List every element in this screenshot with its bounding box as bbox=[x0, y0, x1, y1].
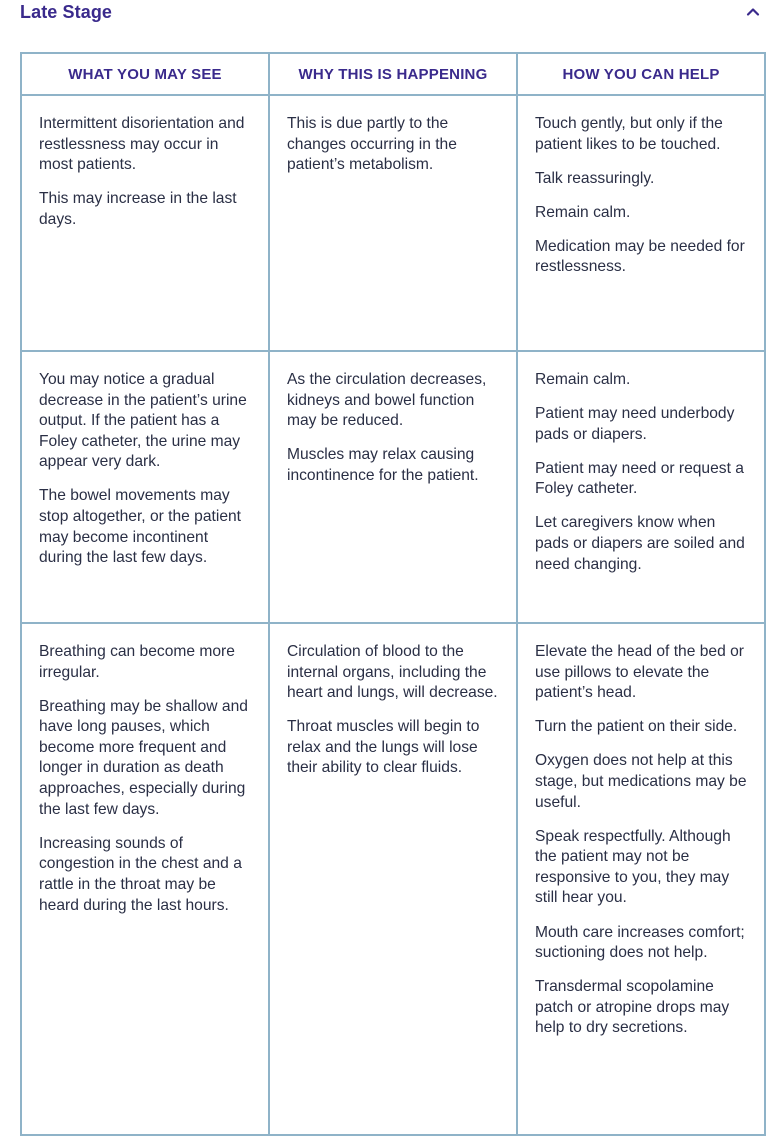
late-stage-table bbox=[20, 52, 766, 1136]
cell-paragraph: Turn the patient on their side. bbox=[535, 718, 738, 736]
cell-paragraph: Muscles may relax causing incontinence for the patient. bbox=[287, 446, 479, 484]
table-row bbox=[21, 95, 765, 351]
cell-what-you-may-see bbox=[21, 623, 269, 1135]
cell-how-you-can-help bbox=[517, 95, 765, 351]
cell-paragraph: Increasing sounds of congestion in the chest and a rattle in the throat may be heard during the last hours. bbox=[39, 834, 242, 914]
section-title: Late Stage bbox=[20, 1, 113, 22]
chevron-up-icon[interactable] bbox=[742, 1, 764, 23]
cell-paragraph: Transdermal scopolamine patch or atropine drops may help to dry secretions. bbox=[535, 978, 730, 1037]
cell-paragraph: Throat muscles will begin to relax and the lungs will lose their ability to clear fluids. bbox=[287, 718, 480, 777]
cell-paragraph: Patient may need underbody pads or diapers. bbox=[535, 405, 735, 443]
header-how-you-can-help: HOW YOU CAN HELP bbox=[517, 53, 765, 95]
cell-paragraph: Remain calm. bbox=[535, 371, 631, 388]
cell-paragraph: As the circulation decreases, kidneys and bowel function may be reduced. bbox=[287, 371, 487, 430]
cell-paragraph: Breathing can become more irregular. bbox=[39, 643, 235, 681]
cell-paragraph: You may notice a gradual decrease in the patient’s urine output. If the patient has a Foley catheter, the urine may appear very dark. bbox=[39, 371, 247, 471]
section-header[interactable] bbox=[20, 0, 768, 24]
cell-paragraph: Remain calm. bbox=[535, 203, 631, 221]
table-row bbox=[21, 351, 765, 623]
table-row bbox=[21, 623, 765, 1135]
cell-paragraph: Let caregivers know when pads or diapers are soiled and need changing. bbox=[535, 514, 745, 573]
cell-why-this-is-happening bbox=[269, 95, 517, 351]
table-header-row bbox=[21, 53, 765, 95]
cell-paragraph: Speak respectfully. Although the patient may not be responsive to you, they may still hear you. bbox=[535, 827, 731, 907]
cell-what-you-may-see bbox=[21, 351, 269, 623]
header-what-you-may-see: WHAT YOU MAY SEE bbox=[21, 53, 269, 95]
cell-paragraph: Talk reassuringly. bbox=[535, 169, 655, 187]
cell-paragraph: Mouth care increases comfort; suctioning does not help. bbox=[535, 923, 745, 962]
header-why-this-is-happening: WHY THIS IS HAPPENING bbox=[269, 53, 517, 95]
cell-paragraph: Elevate the head of the bed or use pillows to elevate the patient’s head. bbox=[535, 643, 744, 702]
cell-paragraph: Circulation of blood to the internal organs, including the heart and lungs, will decrease. bbox=[287, 643, 498, 702]
cell-paragraph: Oxygen does not help at this stage, but medications may be useful. bbox=[535, 752, 747, 811]
cell-paragraph: Touch gently, but only if the patient likes to be touched. bbox=[535, 115, 723, 153]
cell-how-you-can-help bbox=[517, 351, 765, 623]
cell-what-you-may-see bbox=[21, 95, 269, 351]
cell-paragraph: This may increase in the last days. bbox=[39, 190, 237, 228]
cell-paragraph: This is due partly to the changes occurring in the patient’s metabolism. bbox=[287, 115, 457, 174]
cell-paragraph: Breathing may be shallow and have long pauses, which become more frequent and longer in duration as death approaches, especially during the last few days. bbox=[39, 697, 248, 818]
cell-paragraph: Intermittent disorientation and restlessness may occur in most patients. bbox=[39, 115, 245, 174]
cell-how-you-can-help bbox=[517, 623, 765, 1135]
cell-paragraph: The bowel movements may stop altogether, or the patient may become incontinent during the last few days. bbox=[39, 487, 241, 567]
cell-paragraph: Patient may need or request a Foley catheter. bbox=[535, 459, 744, 498]
cell-why-this-is-happening bbox=[269, 623, 517, 1135]
cell-paragraph: Medication may be needed for restlessness. bbox=[535, 237, 745, 276]
cell-why-this-is-happening bbox=[269, 351, 517, 623]
